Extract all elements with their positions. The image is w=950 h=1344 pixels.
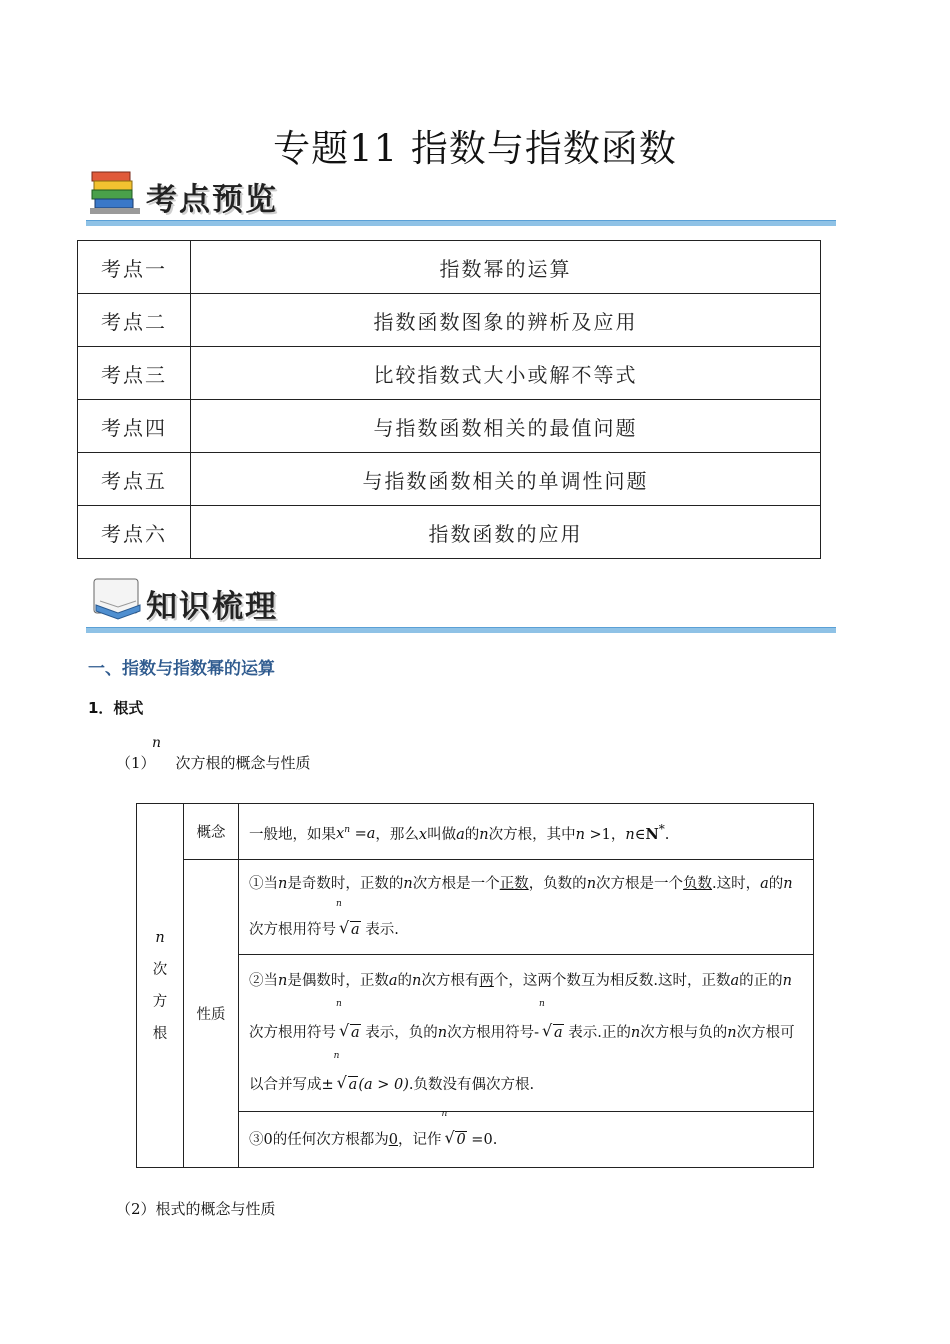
toc-value: 与指数函数相关的最值问题 [191,400,821,453]
banner-bar [86,627,836,633]
nth-root-table [136,803,814,1168]
toc-key: 考点二 [78,294,191,347]
property-zero-cell: ③0的任何次方根都为0，记作 √ n 0 =0. [239,1112,814,1168]
toc-value: 比较指数式大小或解不等式 [191,347,821,400]
toc-value: 指数幂的运算 [191,241,821,294]
toc-row [78,294,821,347]
section-heading: 一、指数与指数幂的运算 [88,659,275,679]
property-even-cell: ②当n是偶数时，正数a的n次方根有两个，这两个数互为相反数.这时，正数a的正的n次方根用符号 √ n a 表示，负的n次方根用符号- √ n a 表示.正的n次方根与负的n次方根可以合并写成± √ n a(a > 0).负数没有偶次方根. [239,955,814,1112]
banner-knowledge-text: 知识梳理 [146,589,278,625]
toc-row [78,241,821,294]
banner-preview-text: 考点预览 [146,182,278,218]
toc-key: 考点四 [78,400,191,453]
page-title: 专题11 指数与指数函数 [273,127,677,170]
row-header-nth-root: n 次 方 根 [137,804,184,1168]
toc-row [78,453,821,506]
toc-value: 与指数函数相关的单调性问题 [191,453,821,506]
open-book-icon [90,575,146,623]
toc-key: 考点一 [78,241,191,294]
banner-preview [86,166,836,232]
toc-key: 考点五 [78,453,191,506]
para-2: （2）根式的概念与性质 [116,1200,276,1218]
toc-table [77,240,821,559]
toc-value: 指数函数的应用 [191,506,821,559]
toc-key: 考点六 [78,506,191,559]
para-n-symbol: n [152,735,162,751]
property-label: 性质 [184,860,239,1168]
banner-knowledge [86,573,836,639]
toc-key: 考点三 [78,347,191,400]
subsection-heading: 1．根式 [88,699,144,717]
toc-row [78,400,821,453]
concept-label: 概念 [184,804,239,860]
para-1: （1） 次方根的概念与性质 [116,754,311,772]
concept-cell: 一般地，如果$x^n =a$，那么x叫做a的n次方根，其中n >1，n∈N*. [239,804,814,860]
toc-value: 指数函数图象的辨析及应用 [191,294,821,347]
toc-row [78,506,821,559]
banner-bar [86,220,836,226]
books-icon [90,168,146,216]
property-odd-cell: ①当n是奇数时，正数的n次方根是一个正数，负数的n次方根是一个负数.这时，a的n次方根用符号 √ n a 表示. [239,860,814,955]
toc-row [78,347,821,400]
